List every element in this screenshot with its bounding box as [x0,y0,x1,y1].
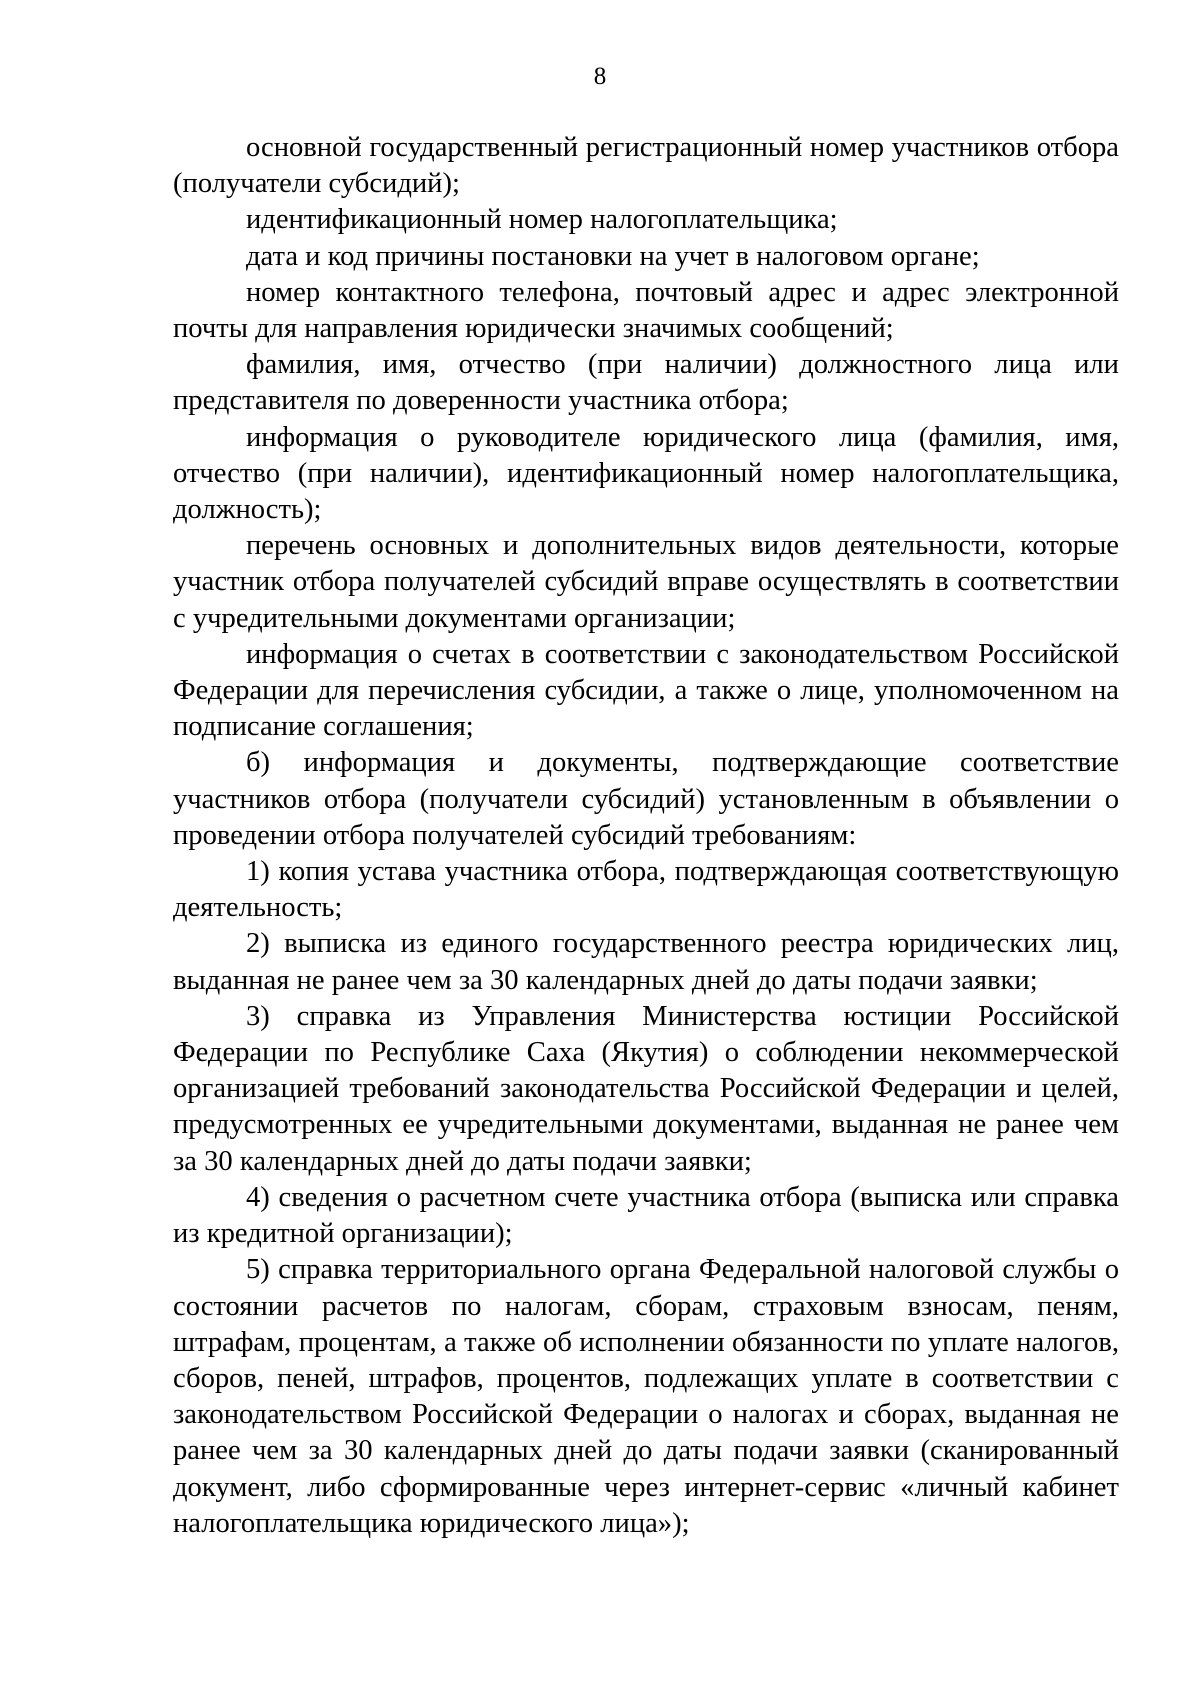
paragraph-item-2: 2) выписка из единого государственного реестра юридических лиц, выданная не ранее чем за 30 календарных дней до даты подачи заявки; [173,928,1119,996]
page-number: 8 [593,63,607,90]
paragraph-item-3: 3) справка из Управления Министерства юстиции Российской Федерации по Республике Саха (Якутия) о соблюдении некоммерческой организацией требований законодательства Российской Федерации и целей, предусмотренных ее учредительными документами, выданная не ранее чем за 30 календарных дней до даты подачи заявки; [173,1000,1119,1177]
paragraph-ogrn: основной государственный регистрационный номер участников отбора (получатели субсидий); [173,132,1119,200]
document-body [173,130,1119,1542]
paragraph-kpp-date: дата и код причины постановки на учет в налоговом органе; [246,240,980,272]
paragraph-item-b: б) информация и документы, подтверждающие соответствие участников отбора (получатели субсидий) установленным в объявлении о проведении отбора получателей субсидий требованиям: [173,747,1119,851]
paragraph-head-info: информация о руководителе юридического лица (фамилия, имя, отчество (при наличии), идентификационный номер налогоплательщика, должность); [173,421,1119,526]
paragraph-official-name: фамилия, имя, отчество (при наличии) должностного лица или представителя по доверенности участника отбора; [173,349,1119,417]
paragraph-contacts: номер контактного телефона, почтовый адрес и адрес электронной почты для направления юридически значимых сообщений; [173,276,1119,345]
paragraph-item-4: 4) сведения о расчетном счете участника отбора (выписка или справка из кредитной организации); [173,1181,1119,1250]
paragraph-item-5: 5) справка территориального органа Федеральной налоговой службы о состоянии расчетов по налогам, сборам, страховым взносам, пеням, штрафам, процентам, а также об исполнении обязанности по уплате налогов, сборов, пеней, штрафов, процентов, подлежащих уплате в соответствии с законодательством Российской Федерации о налогах и сборах, выданная не ранее чем за 30 календарных дней до даты подачи заявки (сканированный документ, либо сформированные через интернет-сервис «личный кабинет налогоплательщика юридического лица»); [173,1254,1119,1539]
paragraph-accounts: информация о счетах в соответствии с законодательством Российской Федерации для перечисления субсидии, а также о лице, уполномоченном на подписание соглашения; [173,638,1119,743]
paragraph-inn: идентификационный номер налогоплательщика; [246,204,838,236]
paragraph-activities: перечень основных и дополнительных видов деятельности, которые участник отбора получателей субсидий вправе осуществлять в соответствии с учредительными документами организации; [173,530,1119,634]
paragraph-item-1: 1) копия устава участника отбора, подтверждающая соответствующую деятельность; [173,856,1119,924]
